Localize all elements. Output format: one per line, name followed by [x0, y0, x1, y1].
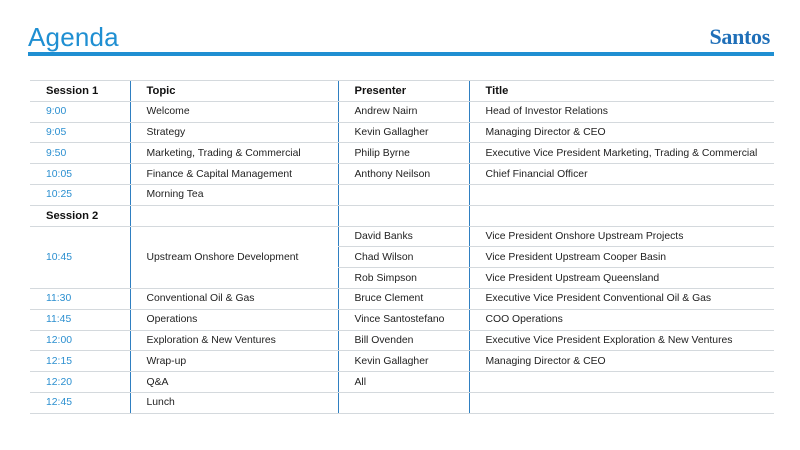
presenter-cell: Vince Santostefano [338, 309, 469, 330]
title-cell: Vice President Upstream Queensland [469, 268, 774, 289]
presenter-cell: Andrew Nairn [338, 101, 469, 122]
title-cell [469, 184, 774, 205]
title-cell: Executive Vice President Marketing, Trading & Commercial [469, 143, 774, 164]
time-cell: 9:50 [30, 143, 130, 164]
time-cell: 12:20 [30, 372, 130, 393]
table-row [30, 122, 774, 143]
presenter-cell: Bruce Clement [338, 288, 469, 309]
title-cell: Managing Director & CEO [469, 351, 774, 372]
title-cell: Managing Director & CEO [469, 122, 774, 143]
presenter-cell [338, 392, 469, 413]
presenter-cell: Kevin Gallagher [338, 122, 469, 143]
page-title: Agenda [28, 22, 119, 52]
table-row [30, 143, 774, 164]
table-row [30, 330, 774, 351]
presenter-cell [338, 184, 469, 205]
presenter-cell: Kevin Gallagher [338, 351, 469, 372]
topic-cell: Lunch [130, 392, 338, 413]
topic-cell: Strategy [130, 122, 338, 143]
time-cell: 10:45 [30, 226, 130, 288]
topic-cell: Finance & Capital Management [130, 164, 338, 185]
time-cell: 12:00 [30, 330, 130, 351]
table-row [30, 288, 774, 309]
column-header-title: Title [469, 81, 774, 102]
topic-cell: Marketing, Trading & Commercial [130, 143, 338, 164]
title-cell: Head of Investor Relations [469, 101, 774, 122]
topic-cell: Morning Tea [130, 184, 338, 205]
title-cell: Vice President Onshore Upstream Projects [469, 226, 774, 247]
time-cell: 9:00 [30, 101, 130, 122]
time-cell: 12:15 [30, 351, 130, 372]
column-header-session-1: Session 1 [30, 81, 130, 102]
table-row [30, 372, 774, 393]
santos-logo: Santos [709, 24, 770, 49]
title-cell: Chief Financial Officer [469, 164, 774, 185]
title-divider [28, 52, 774, 56]
presenter-cell: All [338, 372, 469, 393]
session-2-label: Session 2 [30, 205, 130, 226]
topic-cell: Conventional Oil & Gas [130, 288, 338, 309]
time-cell: 10:25 [30, 184, 130, 205]
time-cell: 12:45 [30, 392, 130, 413]
presenter-cell: Philip Byrne [338, 143, 469, 164]
topic-cell: Q&A [130, 372, 338, 393]
title-cell: Executive Vice President Conventional Oil & Gas [469, 288, 774, 309]
presenter-cell: David Banks [338, 226, 469, 247]
topic-cell: Upstream Onshore Development [130, 226, 338, 288]
presenter-cell: Chad Wilson [338, 247, 469, 268]
presenter-cell: Anthony Neilson [338, 164, 469, 185]
title-cell [469, 205, 774, 226]
topic-cell: Wrap-up [130, 351, 338, 372]
time-cell: 11:45 [30, 309, 130, 330]
table-header-row [30, 81, 774, 102]
topic-cell: Welcome [130, 101, 338, 122]
topic-cell: Operations [130, 309, 338, 330]
column-header-presenter: Presenter [338, 81, 469, 102]
time-cell: 11:30 [30, 288, 130, 309]
title-cell [469, 392, 774, 413]
title-cell: COO Operations [469, 309, 774, 330]
column-header-topic: Topic [130, 81, 338, 102]
topic-cell: Exploration & New Ventures [130, 330, 338, 351]
table-row [30, 184, 774, 205]
table-row [30, 392, 774, 413]
title-cell: Vice President Upstream Cooper Basin [469, 247, 774, 268]
topic-cell [130, 205, 338, 226]
presenter-cell [338, 205, 469, 226]
table-row [30, 351, 774, 372]
table-row [30, 101, 774, 122]
table-row [30, 309, 774, 330]
agenda-table [30, 80, 774, 414]
table-row [30, 226, 774, 247]
time-cell: 10:05 [30, 164, 130, 185]
table-row [30, 164, 774, 185]
title-cell: Executive Vice President Exploration & New Ventures [469, 330, 774, 351]
presenter-cell: Rob Simpson [338, 268, 469, 289]
time-cell: 9:05 [30, 122, 130, 143]
session-2-row [30, 205, 774, 226]
presenter-cell: Bill Ovenden [338, 330, 469, 351]
title-cell [469, 372, 774, 393]
